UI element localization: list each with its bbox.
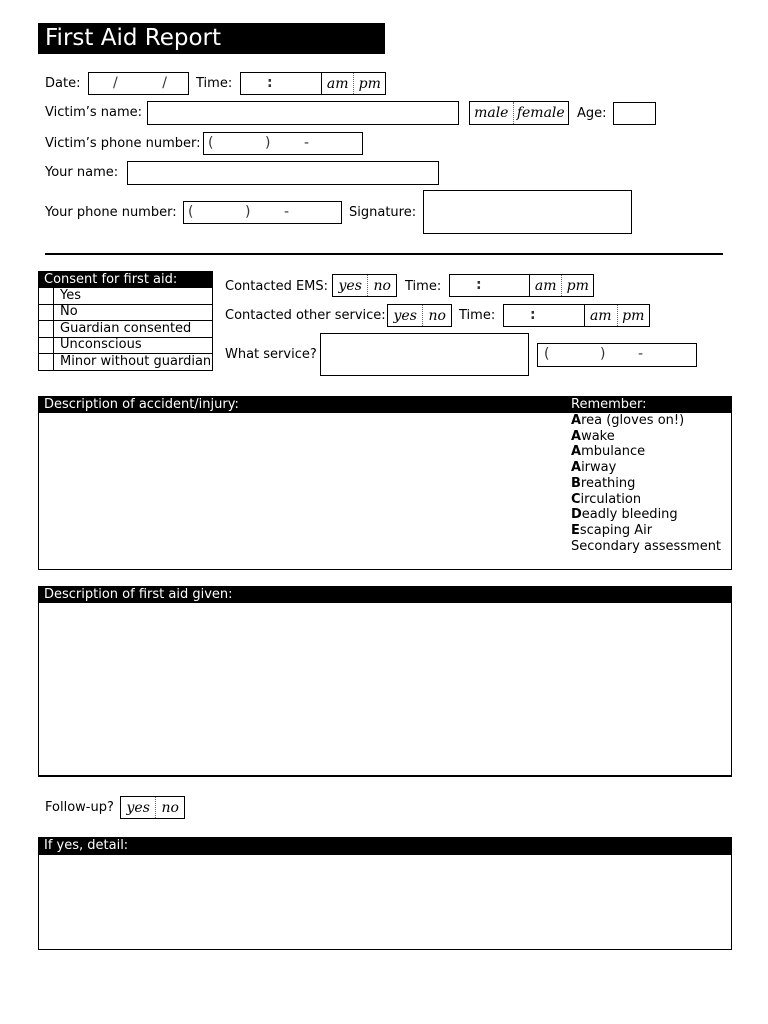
- ems-time-colon: :: [476, 277, 482, 293]
- remember-item: [571, 507, 721, 523]
- phone-dash: -: [638, 346, 644, 362]
- time-ampm-toggle[interactable]: [321, 72, 386, 95]
- victim-phone-label: Victim’s phone number:: [45, 136, 201, 151]
- other-service-time-colon: :: [530, 307, 536, 323]
- page-title: First Aid Report: [45, 25, 221, 51]
- consent-checkbox[interactable]: [39, 305, 54, 320]
- phone-dash: -: [284, 204, 290, 220]
- what-service-label: What service?: [225, 347, 317, 362]
- consent-option-row[interactable]: [38, 321, 213, 338]
- time-pm-option[interactable]: pm: [353, 73, 385, 94]
- consent-option-label: Yes: [60, 288, 81, 303]
- gender-male-option[interactable]: male: [474, 105, 509, 121]
- title-bar: [38, 23, 385, 54]
- your-name-label: Your name:: [45, 165, 119, 180]
- remember-header: Remember:: [565, 396, 732, 413]
- accident-header: Description of accident/injury:: [38, 396, 565, 413]
- remember-item-initial: A: [571, 460, 582, 476]
- date-field[interactable]: [88, 72, 189, 95]
- followup-yes-option[interactable]: yes: [126, 799, 150, 816]
- remember-item-initial: A: [571, 428, 582, 444]
- remember-item-text: scaping Air: [579, 522, 653, 538]
- time-am-option[interactable]: am: [326, 75, 349, 92]
- phone-open-paren: (: [188, 204, 194, 220]
- your-phone-input[interactable]: [183, 201, 342, 224]
- remember-item-text: rea (gloves on!): [581, 413, 685, 428]
- remember-item-initial: B: [571, 475, 581, 491]
- remember-item-text: eadly bleeding: [581, 507, 678, 523]
- remember-item: [571, 492, 721, 508]
- ems-am-option[interactable]: am: [534, 277, 557, 294]
- your-phone-label: Your phone number:: [45, 205, 177, 220]
- age-input[interactable]: [613, 102, 656, 125]
- consent-option-label: No: [60, 304, 78, 319]
- consent-checkbox[interactable]: [39, 338, 54, 353]
- date-label: Date:: [45, 76, 81, 91]
- ems-ampm-toggle[interactable]: [529, 274, 594, 297]
- age-label: Age:: [577, 106, 607, 121]
- remember-item: [571, 476, 721, 492]
- consent-option-label: Minor without guardian: [60, 354, 212, 369]
- consent-checkbox[interactable]: [39, 288, 54, 304]
- other-service-ampm-toggle[interactable]: [584, 304, 650, 327]
- remember-panel: [565, 413, 732, 570]
- other-service-time-field[interactable]: [503, 304, 585, 327]
- ems-yes-option[interactable]: yes: [338, 277, 362, 294]
- consent-option-row[interactable]: [38, 354, 213, 371]
- what-service-input[interactable]: [320, 333, 529, 376]
- consent-header: Consent for first aid:: [38, 271, 213, 288]
- time-field[interactable]: [240, 72, 322, 95]
- date-separators: / /: [113, 75, 167, 91]
- remember-item-initial: D: [571, 507, 582, 523]
- remember-item-text: wake: [581, 428, 615, 444]
- detail-header: If yes, detail:: [38, 837, 732, 855]
- victim-name-label: Victim’s name:: [45, 105, 143, 120]
- ems-no-option[interactable]: no: [367, 275, 396, 296]
- signature-field[interactable]: [423, 190, 632, 234]
- detail-description-area[interactable]: [38, 855, 732, 950]
- followup-no-option[interactable]: no: [155, 797, 184, 818]
- remember-item-initial: A: [571, 444, 582, 460]
- remember-item-initial: A: [571, 413, 582, 428]
- consent-option-row[interactable]: [38, 288, 213, 305]
- remember-item-text: irway: [581, 460, 617, 476]
- consent-option-row[interactable]: [38, 337, 213, 354]
- remember-item: [571, 429, 721, 445]
- remember-item-text: reathing: [580, 475, 636, 491]
- ems-time-label: Time:: [405, 279, 442, 294]
- first-aid-description-area[interactable]: [38, 603, 732, 777]
- other-service-no-option[interactable]: no: [422, 305, 451, 326]
- first-aid-header: Description of first aid given:: [38, 586, 732, 603]
- consent-option-label: Guardian consented: [60, 321, 192, 336]
- other-service-time-label: Time:: [459, 308, 496, 323]
- victim-phone-input[interactable]: [203, 132, 363, 155]
- ems-time-field[interactable]: [449, 274, 531, 297]
- other-service-am-option[interactable]: am: [589, 307, 612, 324]
- phone-close-paren: ): [245, 204, 251, 220]
- remember-item: [571, 444, 721, 460]
- victim-name-input[interactable]: [147, 101, 459, 125]
- remember-item: [571, 460, 721, 476]
- other-service-pm-option[interactable]: pm: [617, 305, 650, 326]
- remember-item: [571, 523, 721, 539]
- other-service-yes-option[interactable]: yes: [393, 307, 417, 324]
- time-colon: :: [267, 75, 273, 91]
- remember-item-initial: C: [571, 491, 581, 507]
- other-service-yes-no-toggle[interactable]: [387, 304, 452, 327]
- followup-label: Follow-up?: [45, 800, 114, 815]
- your-name-input[interactable]: [127, 161, 439, 185]
- consent-checkbox[interactable]: [39, 321, 54, 337]
- ems-yes-no-toggle[interactable]: [332, 274, 397, 297]
- remember-list: [571, 413, 721, 554]
- service-phone-input[interactable]: [537, 343, 697, 367]
- signature-label: Signature:: [349, 205, 417, 220]
- phone-open-paren: (: [544, 346, 550, 362]
- consent-option-label: Unconscious: [60, 337, 142, 352]
- gender-toggle[interactable]: [469, 101, 569, 125]
- remember-item-text: irculation: [580, 491, 642, 507]
- accident-description-area[interactable]: [38, 413, 566, 570]
- section-divider: [45, 253, 723, 255]
- remember-item: [571, 413, 721, 429]
- gender-female-option[interactable]: female: [513, 102, 568, 124]
- followup-yes-no-toggle[interactable]: [120, 796, 185, 819]
- time-label: Time:: [196, 76, 233, 91]
- other-service-label: Contacted other service:: [225, 308, 386, 323]
- remember-item-initial: E: [571, 522, 580, 538]
- contacted-ems-label: Contacted EMS:: [225, 279, 329, 294]
- phone-open-paren: (: [208, 135, 214, 151]
- phone-close-paren: ): [600, 346, 606, 362]
- phone-close-paren: ): [265, 135, 271, 151]
- consent-option-row[interactable]: [38, 304, 213, 321]
- remember-item: [571, 539, 721, 555]
- consent-checkbox[interactable]: [39, 354, 54, 370]
- phone-dash: -: [304, 135, 310, 151]
- remember-item-text: mbulance: [581, 444, 646, 460]
- ems-pm-option[interactable]: pm: [561, 275, 593, 296]
- remember-item-text: Secondary assessment: [571, 538, 722, 554]
